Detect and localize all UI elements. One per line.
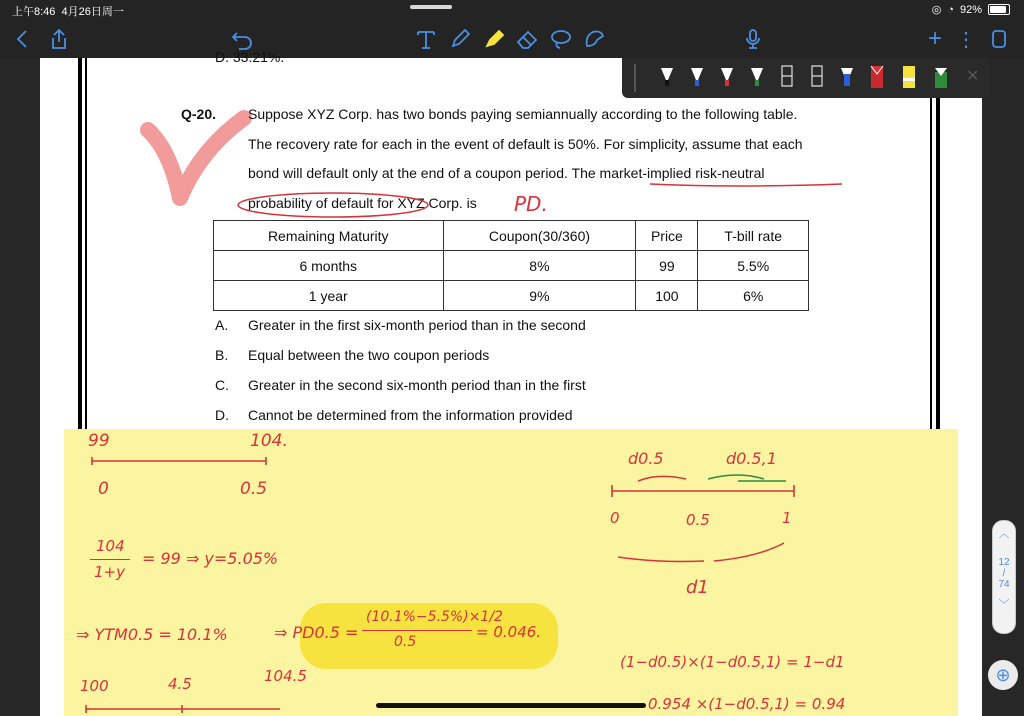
note-t2-final: 104.5 [264,667,307,685]
text-annotations [238,158,858,220]
option-b-text: Equal between the two coupon periods [248,347,490,363]
question-line-2: The recovery rate for each in the event of default is 50%. For simplicity, assume that each [248,136,803,152]
note-pd-result: = 0.046. [476,623,542,641]
pages-icon[interactable] [988,26,1010,52]
zoom-icon[interactable]: ⊕ [988,660,1018,690]
table-cell: 9% [443,281,636,311]
note-t1-zero: 0 [98,479,109,499]
shapes-icon[interactable] [582,26,608,52]
highlighter-blue-icon[interactable] [840,64,854,90]
more-icon[interactable]: ⋮ [956,28,976,51]
highlighter-red-icon[interactable] [870,64,884,90]
add-icon[interactable]: + [927,25,942,52]
table-header-row [214,221,809,251]
left-margin [0,58,40,716]
pen-palette [622,58,990,98]
note-d1-label: d1 [686,577,709,598]
table-header: Coupon(30/360) [443,221,636,251]
home-indicator[interactable] [376,703,646,708]
question-number: Q-20. [181,106,217,122]
back-icon[interactable] [12,26,32,52]
page-border-right-inner [930,98,932,433]
screen-mirror-icon: ◎ [931,4,942,16]
table-row [214,251,809,281]
share-icon[interactable] [48,26,70,52]
highlighter-icon[interactable] [482,26,506,52]
status-time-date: 上午8:46 4月26日周一 [12,6,124,18]
bond-table [213,220,809,311]
note-eq1-denominator: 1+y [94,563,125,581]
highlighter-outline-icon[interactable] [780,64,794,90]
table-header: Remaining Maturity [214,221,444,251]
option-a-letter: A. [215,317,229,333]
status-bar [0,0,1024,20]
table-cell: 6% [698,281,809,311]
table-header: Price [636,221,698,251]
table-cell: 6 months [214,251,444,281]
status-right [932,3,1010,16]
page-border-left-inner [85,58,87,433]
note-t1-cash: 104. [250,431,288,451]
option-d-letter: D. [215,407,229,423]
note-t2-price: 100 [80,677,109,695]
close-palette-icon[interactable]: ✕ [966,68,980,85]
question-line-4: probability of default for XYZ Corp. is [248,195,477,211]
note-eq2: (1−d0.5)×(1−d0.5,1) = 1−d1 [620,653,845,671]
timeline-2 [84,699,284,715]
page-indicator[interactable] [992,520,1016,634]
pen-blue-icon[interactable] [690,64,704,90]
table-cell: 100 [636,281,698,311]
table-cell: 1 year [214,281,444,311]
multitask-grabber[interactable] [410,5,452,9]
note-eq1-result: = 99 ⇒ y=5.05% [142,549,279,568]
note-d05-label: d0.5 [628,449,664,468]
table-cell: 8% [443,251,636,281]
handwritten-notes[interactable] [64,429,958,716]
battery-percent: 92% [959,3,982,16]
pen-tool-icon[interactable] [448,26,472,52]
pen-red-icon[interactable] [720,64,734,90]
page-down-icon[interactable]: ﹀ [998,599,1010,611]
table-header: T-bill rate [698,221,809,251]
note-pd-prefix: ⇒ PD0.5 = [274,623,359,642]
current-page: 12 [998,557,1010,568]
option-a-text: Greater in the first six-month period than in the second [248,317,586,333]
fraction-bar [90,559,130,560]
note-t1-price: 99 [88,431,110,451]
table-cell: 99 [636,251,698,281]
page-separator: / [1002,568,1006,579]
option-d-text: Cannot be determined from the information provided [248,407,573,423]
lasso-icon[interactable] [548,26,574,52]
table-row [214,281,809,311]
table-cell: 5.5% [698,251,809,281]
total-pages: 74 [998,579,1010,590]
note-ytm: ⇒ YTM0.5 = 10.1% [76,625,228,644]
text-tool-icon[interactable] [414,26,438,52]
pen-black-icon[interactable] [660,64,674,90]
eraser-icon[interactable] [514,26,540,52]
note-tl-one: 1 [782,509,792,527]
fraction-bar [362,630,472,631]
previous-answer-fragment: D. 33.21%. [215,49,285,65]
option-c-letter: C. [215,377,229,393]
highlighter-outline-icon-2[interactable] [810,64,824,90]
wifi-icon: ◔ [947,3,954,16]
pen-green-icon[interactable] [750,64,764,90]
note-eq1-numerator: 104 [96,537,125,555]
highlighter-green-icon[interactable] [934,64,948,90]
page-border-right [936,58,940,433]
note-tl-half: 0.5 [686,511,710,529]
timeline-1 [90,455,270,471]
note-tl-zero: 0 [610,509,620,527]
question-line-3: bond will default only at the end of a coupon period. The market-implied risk-neutral [248,165,765,181]
page-border-left [78,58,82,433]
note-pd-denominator: 0.5 [394,634,417,650]
note-pd-numerator: (10.1%−5.5%)×1/2 [366,609,503,625]
checkmark-annotation [140,110,250,215]
app-toolbar [0,20,1024,58]
question-line-1: Suppose XYZ Corp. has two bonds paying semiannually according to the following table. [248,106,798,122]
battery-icon [988,4,1010,15]
answer-mark: PD. [514,192,548,216]
note-t1-half: 0.5 [240,479,268,499]
option-c-text: Greater in the second six-month period than in the first [248,377,586,393]
note-d051-label: d0.5,1 [726,449,777,468]
option-b-letter: B. [215,347,229,363]
document-page[interactable] [40,49,982,716]
page-up-icon[interactable]: ︿ [998,528,1010,540]
microphone-icon[interactable] [742,26,764,52]
highlighter-yellow-icon[interactable] [902,64,916,90]
note-t2-coupon: 4.5 [168,675,192,693]
note-eq3: 0.954 ×(1−d0.5,1) = 0.94 [648,695,846,713]
palette-divider [634,64,636,92]
